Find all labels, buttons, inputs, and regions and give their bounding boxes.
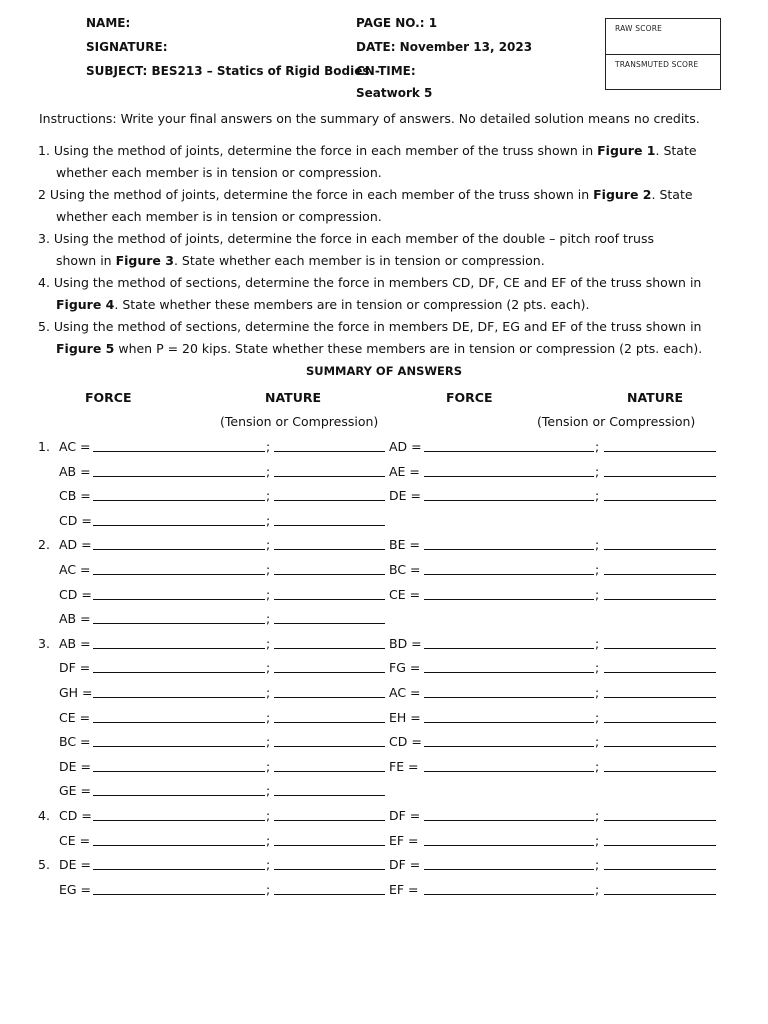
separator: ; bbox=[266, 636, 271, 651]
force-answer-left[interactable] bbox=[93, 512, 265, 526]
nature-answer-left[interactable] bbox=[274, 463, 385, 477]
nature-answer-left[interactable] bbox=[274, 782, 385, 796]
answer-row bbox=[0, 807, 768, 827]
force-answer-left[interactable] bbox=[93, 709, 265, 723]
nature-answer-right[interactable] bbox=[604, 856, 716, 870]
separator: ; bbox=[595, 759, 600, 774]
member-label-right: CE = bbox=[389, 587, 421, 602]
nature-answer-right[interactable] bbox=[604, 832, 716, 846]
separator: ; bbox=[266, 488, 271, 503]
page-number: PAGE NO.: 1 bbox=[356, 16, 438, 30]
date-label: DATE: November 13, 2023 bbox=[356, 40, 533, 54]
member-label-right: EH = bbox=[389, 710, 421, 725]
nature-subheader-left: (Tension or Compression) bbox=[220, 414, 379, 429]
separator: ; bbox=[595, 808, 600, 823]
separator: ; bbox=[266, 734, 271, 749]
force-answer-right[interactable] bbox=[424, 856, 594, 870]
transmuted-score-cell[interactable]: TRANSMUTED SCORE bbox=[606, 54, 720, 89]
nature-answer-right[interactable] bbox=[604, 684, 716, 698]
answer-row bbox=[0, 586, 768, 606]
answer-row bbox=[0, 782, 768, 802]
separator: ; bbox=[266, 611, 271, 626]
force-answer-left[interactable] bbox=[93, 881, 265, 895]
answer-row bbox=[0, 709, 768, 729]
question-3: 3. Using the method of joints, determine the force in each member of the double – pitch roof truss shown in Figure 3. State whether each member is in tension or compression. bbox=[38, 231, 654, 268]
question-1: 1. Using the method of joints, determine the force in each member of the truss shown in Figure 1. State whether each member is in tension or compression. bbox=[38, 143, 697, 180]
answer-row bbox=[0, 856, 768, 876]
separator: ; bbox=[266, 562, 271, 577]
member-label-left: CE = bbox=[59, 833, 91, 848]
member-label-left: GE = bbox=[59, 783, 92, 798]
answer-row bbox=[0, 512, 768, 532]
member-label-left: AD = bbox=[59, 537, 92, 552]
separator: ; bbox=[595, 439, 600, 454]
member-label-right: DF = bbox=[389, 857, 421, 872]
force-answer-left[interactable] bbox=[93, 832, 265, 846]
separator: ; bbox=[595, 882, 600, 897]
nature-answer-left[interactable] bbox=[274, 758, 385, 772]
member-label-right: AD = bbox=[389, 439, 422, 454]
member-label-right: EF = bbox=[389, 882, 419, 897]
question-number: 3. bbox=[38, 636, 50, 651]
member-label-left: CD = bbox=[59, 808, 92, 823]
separator: ; bbox=[266, 759, 271, 774]
separator: ; bbox=[266, 808, 271, 823]
member-label-left: AC = bbox=[59, 439, 91, 454]
member-label-right: DE = bbox=[389, 488, 421, 503]
force-answer-right[interactable] bbox=[424, 881, 594, 895]
score-box bbox=[605, 18, 721, 90]
nature-answer-left[interactable] bbox=[274, 733, 385, 747]
nature-answer-right[interactable] bbox=[604, 733, 716, 747]
separator: ; bbox=[595, 537, 600, 552]
nature-answer-right[interactable] bbox=[604, 635, 716, 649]
instructions: Instructions: Write your final answers on the summary of answers. No detailed solution means no credits. bbox=[39, 111, 700, 126]
question-2: 2 Using the method of joints, determine the force in each member of the truss shown in Figure 2. State whether each member is in tension or compression. bbox=[38, 187, 693, 224]
question-number: 4. bbox=[38, 808, 50, 823]
nature-answer-left[interactable] bbox=[274, 807, 385, 821]
separator: ; bbox=[595, 685, 600, 700]
answer-row bbox=[0, 684, 768, 704]
nature-answer-right[interactable] bbox=[604, 586, 716, 600]
force-answer-right[interactable] bbox=[424, 832, 594, 846]
force-answer-left[interactable] bbox=[93, 684, 265, 698]
answer-row bbox=[0, 733, 768, 753]
nature-answer-left[interactable] bbox=[274, 536, 385, 550]
force-answer-right[interactable] bbox=[424, 709, 594, 723]
separator: ; bbox=[266, 513, 271, 528]
nature-answer-left[interactable] bbox=[274, 586, 385, 600]
separator: ; bbox=[266, 537, 271, 552]
nature-answer-right[interactable] bbox=[604, 463, 716, 477]
force-answer-right[interactable] bbox=[424, 586, 594, 600]
separator: ; bbox=[595, 464, 600, 479]
answer-row bbox=[0, 758, 768, 778]
nature-answer-right[interactable] bbox=[604, 561, 716, 575]
question-number: 5. bbox=[38, 857, 50, 872]
force-answer-left[interactable] bbox=[93, 758, 265, 772]
nature-answer-left[interactable] bbox=[274, 561, 385, 575]
nature-answer-right[interactable] bbox=[604, 881, 716, 895]
force-answer-left[interactable] bbox=[93, 610, 265, 624]
member-label-left: BC = bbox=[59, 734, 91, 749]
member-label-left: DE = bbox=[59, 759, 91, 774]
member-label-left: CE = bbox=[59, 710, 91, 725]
force-answer-right[interactable] bbox=[424, 733, 594, 747]
nature-answer-right[interactable] bbox=[604, 758, 716, 772]
separator: ; bbox=[266, 464, 271, 479]
force-answer-left[interactable] bbox=[93, 807, 265, 821]
member-label-right: BD = bbox=[389, 636, 422, 651]
nature-answer-right[interactable] bbox=[604, 807, 716, 821]
nature-answer-left[interactable] bbox=[274, 856, 385, 870]
nature-answer-right[interactable] bbox=[604, 536, 716, 550]
answer-row bbox=[0, 832, 768, 852]
answer-row bbox=[0, 635, 768, 655]
separator: ; bbox=[595, 562, 600, 577]
member-label-left: CD = bbox=[59, 513, 92, 528]
separator: ; bbox=[595, 857, 600, 872]
question-5: 5. Using the method of sections, determine the force in members DE, DF, EG and EF of the truss shown in Figure 5 when P = 20 kips. State whether these members are in tension or compression (2 pts. each). bbox=[38, 319, 703, 356]
question-number: 1. bbox=[38, 439, 50, 454]
force-answer-right[interactable] bbox=[424, 536, 594, 550]
subject-label: SUBJECT: BES213 – Statics of Rigid Bodies bbox=[86, 64, 370, 78]
nature-answer-right[interactable] bbox=[604, 709, 716, 723]
member-label-right: DF = bbox=[389, 808, 421, 823]
separator: ; bbox=[266, 660, 271, 675]
force-answer-right[interactable] bbox=[424, 807, 594, 821]
separator: ; bbox=[266, 882, 271, 897]
nature-answer-right[interactable] bbox=[604, 487, 716, 501]
force-answer-left[interactable] bbox=[93, 856, 265, 870]
separator: ; bbox=[595, 660, 600, 675]
answer-row bbox=[0, 438, 768, 458]
force-answer-left[interactable] bbox=[93, 561, 265, 575]
cn-time-label: CN-TIME: bbox=[356, 64, 416, 78]
raw-score-cell[interactable]: RAW SCORE bbox=[615, 24, 663, 33]
member-label-right: AC = bbox=[389, 685, 421, 700]
separator: ; bbox=[266, 857, 271, 872]
nature-header-right: NATURE bbox=[627, 390, 684, 405]
force-answer-left[interactable] bbox=[93, 635, 265, 649]
separator: ; bbox=[266, 439, 271, 454]
member-label-left: AB = bbox=[59, 464, 91, 479]
nature-answer-right[interactable] bbox=[604, 659, 716, 673]
nature-answer-left[interactable] bbox=[274, 438, 385, 452]
member-label-right: EF = bbox=[389, 833, 419, 848]
member-label-left: GH = bbox=[59, 685, 93, 700]
member-label-left: EG = bbox=[59, 882, 92, 897]
force-answer-left[interactable] bbox=[93, 487, 265, 501]
force-answer-left[interactable] bbox=[93, 536, 265, 550]
separator: ; bbox=[595, 833, 600, 848]
separator: ; bbox=[595, 734, 600, 749]
force-answer-right[interactable] bbox=[424, 758, 594, 772]
separator: ; bbox=[266, 587, 271, 602]
force-answer-left[interactable] bbox=[93, 782, 265, 796]
answer-row bbox=[0, 561, 768, 581]
member-label-left: AC = bbox=[59, 562, 91, 577]
member-label-left: AB = bbox=[59, 636, 91, 651]
member-label-right: CD = bbox=[389, 734, 422, 749]
answer-row bbox=[0, 881, 768, 901]
summary-title: SUMMARY OF ANSWERS bbox=[305, 364, 463, 378]
member-label-right: BC = bbox=[389, 562, 421, 577]
answer-row bbox=[0, 610, 768, 630]
force-answer-left[interactable] bbox=[93, 733, 265, 747]
answer-row bbox=[0, 536, 768, 556]
answer-row bbox=[0, 487, 768, 507]
nature-answer-right[interactable] bbox=[604, 438, 716, 452]
force-answer-right[interactable] bbox=[424, 684, 594, 698]
member-label-left: DF = bbox=[59, 660, 91, 675]
nature-answer-left[interactable] bbox=[274, 487, 385, 501]
signature-label: SIGNATURE: bbox=[86, 40, 168, 54]
answer-row bbox=[0, 659, 768, 679]
separator: ; bbox=[266, 833, 271, 848]
nature-subheader-right: (Tension or Compression) bbox=[537, 414, 696, 429]
force-header-right: FORCE bbox=[446, 390, 493, 405]
force-answer-right[interactable] bbox=[424, 463, 594, 477]
separator: ; bbox=[595, 488, 600, 503]
force-answer-right[interactable] bbox=[424, 561, 594, 575]
nature-answer-left[interactable] bbox=[274, 659, 385, 673]
member-label-left: CB = bbox=[59, 488, 91, 503]
separator: ; bbox=[266, 783, 271, 798]
nature-answer-left[interactable] bbox=[274, 635, 385, 649]
question-4: 4. Using the method of sections, determine the force in members CD, DF, CE and EF of the truss shown in Figure 4. State whether these members are in tension or compression (2 pts. each). bbox=[38, 275, 702, 312]
member-label-left: CD = bbox=[59, 587, 92, 602]
force-answer-right[interactable] bbox=[424, 487, 594, 501]
seatwork-title: Seatwork 5 bbox=[356, 86, 433, 100]
member-label-right: AE = bbox=[389, 464, 420, 479]
force-answer-right[interactable] bbox=[424, 659, 594, 673]
nature-answer-left[interactable] bbox=[274, 832, 385, 846]
force-answer-left[interactable] bbox=[93, 463, 265, 477]
force-answer-right[interactable] bbox=[424, 635, 594, 649]
nature-header-left: NATURE bbox=[265, 390, 322, 405]
force-answer-left[interactable] bbox=[93, 586, 265, 600]
member-label-right: BE = bbox=[389, 537, 420, 552]
separator: ; bbox=[595, 636, 600, 651]
nature-answer-left[interactable] bbox=[274, 512, 385, 526]
separator: ; bbox=[595, 587, 600, 602]
nature-answer-left[interactable] bbox=[274, 610, 385, 624]
member-label-left: AB = bbox=[59, 611, 91, 626]
answer-row bbox=[0, 463, 768, 483]
force-header-left: FORCE bbox=[85, 390, 132, 405]
separator: ; bbox=[595, 710, 600, 725]
force-answer-left[interactable] bbox=[93, 438, 265, 452]
separator: ; bbox=[266, 685, 271, 700]
nature-answer-left[interactable] bbox=[274, 709, 385, 723]
member-label-left: DE = bbox=[59, 857, 91, 872]
force-answer-right[interactable] bbox=[424, 438, 594, 452]
nature-answer-left[interactable] bbox=[274, 881, 385, 895]
member-label-right: FG = bbox=[389, 660, 421, 675]
member-label-right: FE = bbox=[389, 759, 419, 774]
question-number: 2. bbox=[38, 537, 50, 552]
force-answer-left[interactable] bbox=[93, 659, 265, 673]
name-label: NAME: bbox=[86, 16, 131, 30]
nature-answer-left[interactable] bbox=[274, 684, 385, 698]
separator: ; bbox=[266, 710, 271, 725]
